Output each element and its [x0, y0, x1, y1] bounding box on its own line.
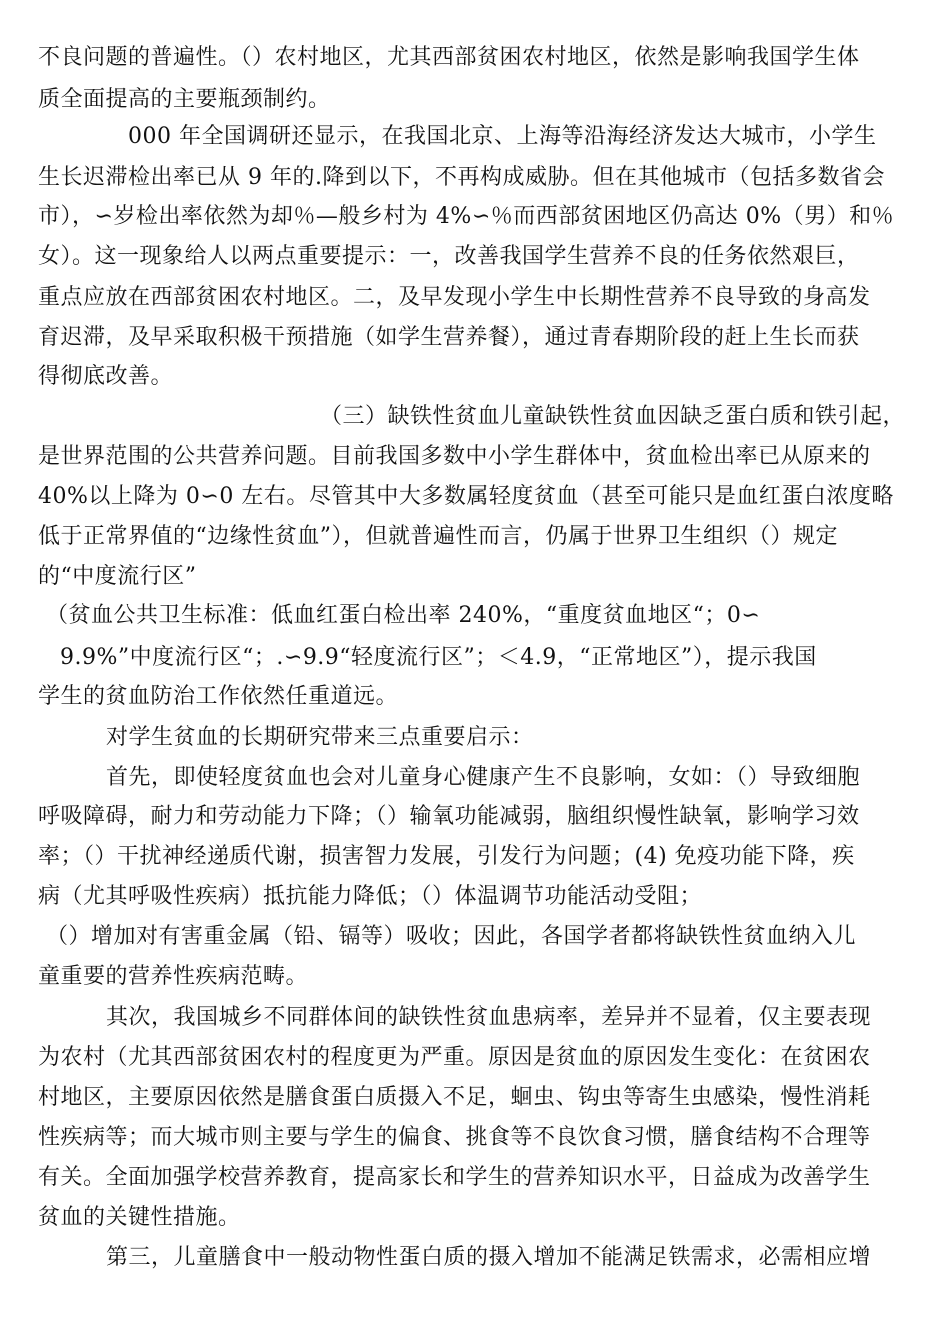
paragraph-line: 率；（）干扰神经递质代谢，损害智力发展，引发行为问题；(4) 免疫功能下降，疾 — [38, 844, 855, 869]
paragraph-line: 性疾病等；而大城市则主要与学生的偏食、挑食等不良饮食习惯，膳食结构不合理等 — [38, 1125, 871, 1150]
paragraph-line: 对学生贫血的长期研究带来三点重要启示： — [106, 725, 534, 750]
paragraph-line: 000 年全国调研还显示，在我国北京、上海等沿海经济发达大城市，小学生 — [128, 124, 877, 149]
paragraph-line: 市），∽岁检出率依然为却％—般乡村为 4%∽％而西部贫困地区仍高达 0%（男）和％ — [38, 204, 895, 229]
paragraph-line: 为农村（尤其西部贫困农村的程度更为严重。原因是贫血的原因发生变化：在贫困农 — [38, 1045, 871, 1070]
paragraph-line: 不良问题的普遍性。（）农村地区，尤其西部贫困农村地区，依然是影响我国学生体 — [38, 45, 860, 70]
paragraph-line: 是世界范围的公共营养问题。目前我国多数中小学生群体中，贫血检出率已从原来的 — [38, 444, 871, 469]
paragraph-line: （）增加对有害重金属（铅、镉等）吸收；因此，各国学者都将缺铁性贫血纳入儿 — [46, 924, 857, 949]
section-heading: （三）缺铁性贫血儿童缺铁性贫血因缺乏蛋白质和铁引起， — [320, 404, 906, 429]
paragraph-line: 质全面提高的主要瓶颈制约。 — [38, 87, 331, 112]
paragraph-line: 童重要的营养性疾病范畴。 — [38, 964, 309, 989]
paragraph-line: 有关。全面加强学校营养教育，提高家长和学生的营养知识水平，日益成为改善学生 — [38, 1165, 871, 1190]
paragraph-line: 病（尤其呼吸性疾病）抵抗能力降低；（）体温调节功能活动受阻； — [38, 884, 703, 909]
paragraph-line: 其次，我国城乡不同群体间的缺铁性贫血患病率，差异并不显着，仅主要表现 — [106, 1005, 872, 1030]
paragraph-line: 第三，儿童膳食中一般动物性蛋白质的摄入增加不能满足铁需求，必需相应增 — [106, 1245, 872, 1270]
paragraph-line: 呼吸障碍，耐力和劳动能力下降；（）输氧功能减弱，脑组织慢性缺氧，影响学习效 — [38, 804, 860, 829]
paragraph-line: 的“中度流行区” — [38, 564, 197, 589]
paragraph-line: 贫血的关键性措施。 — [38, 1205, 241, 1230]
paragraph-line: 女）。这一现象给人以两点重要提示：一，改善我国学生营养不良的任务依然艰巨， — [38, 244, 860, 269]
paragraph-line: 育迟滞，及早采取积极干预措施（如学生营养餐），通过青春期阶段的赶上生长而获 — [38, 325, 860, 350]
paragraph-line: 首先，即使轻度贫血也会对儿童身心健康产生不良影响，女如：（）导致细胞 — [106, 765, 861, 790]
paragraph-line: （贫血公共卫生标准：低血红蛋白检出率 240%，“重度贫血地区“；0∽ — [46, 603, 761, 628]
paragraph-line: 得彻底改善。 — [38, 364, 174, 389]
paragraph-line: 重点应放在西部贫困农村地区。二，及早发现小学生中长期性营养不良导致的身高发 — [38, 285, 871, 310]
paragraph-line: 40%以上降为 0∽0 左右。尽管其中大多数属轻度贫血（甚至可能只是血红蛋白浓度略 — [38, 484, 894, 509]
paragraph-line: 学生的贫血防治工作依然任重道远。 — [38, 684, 399, 709]
paragraph-line: 9.9%”中度流行区“；.∽9.9“轻度流行区”；＜4.9，“正常地区”），提示我国 — [60, 645, 817, 670]
paragraph-line: 生长迟滞检出率已从 9 年的.降到以下，不再构成威胁。但在其他城市（包括多数省会 — [38, 165, 885, 190]
paragraph-line: 低于正常界值的“边缘性贫血”），但就普遍性而言，仍属于世界卫生组织（）规定 — [38, 524, 838, 549]
paragraph-line: 村地区，主要原因依然是膳食蛋白质摄入不足，蛔虫、钩虫等寄生虫感染，慢性消耗 — [38, 1085, 871, 1110]
